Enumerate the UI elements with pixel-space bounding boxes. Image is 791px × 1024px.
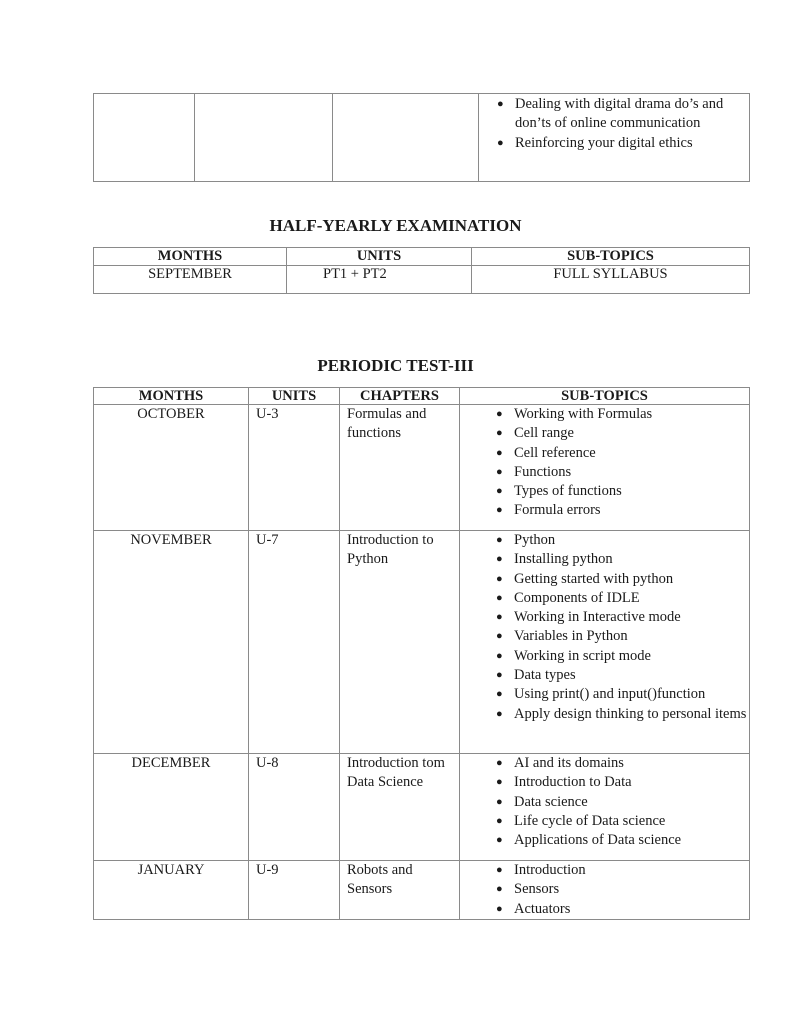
- list-item: ● Data science: [460, 793, 749, 812]
- list-item: ● Dealing with digital drama do’s and don’ts of online communication: [461, 95, 749, 134]
- list-item: ● Components of IDLE: [460, 589, 749, 608]
- list-item: ● Getting started with python: [460, 570, 749, 589]
- list-item: ● Apply design thinking to personal items: [460, 705, 749, 724]
- table-row: [94, 754, 750, 861]
- list-item: ● Variables in Python: [460, 627, 749, 646]
- table-row: [94, 94, 750, 182]
- list-item: ● Cell range: [460, 424, 749, 443]
- half-yearly-table: [93, 247, 750, 294]
- section-title-periodic-test-3: PERIODIC TEST-III: [317, 356, 474, 375]
- empty-cell: [94, 94, 195, 182]
- table-row: [94, 266, 750, 294]
- list-item: ● Working in Interactive mode: [460, 608, 749, 627]
- table-header-row: [94, 248, 750, 266]
- list-item: ● AI and its domains: [460, 754, 749, 773]
- chapter-cell: Formulas and functions: [340, 405, 460, 531]
- list-item: ● Working with Formulas: [460, 405, 749, 424]
- table-header-row: [94, 388, 750, 405]
- list-item: ● Life cycle of Data science: [460, 812, 749, 831]
- list-item: ● Types of functions: [460, 482, 749, 501]
- table-row: [94, 405, 750, 531]
- month-cell: OCTOBER: [94, 405, 249, 531]
- empty-cell: [195, 94, 333, 182]
- subtopics-cell: [460, 754, 750, 861]
- list-item: ● Actuators: [460, 900, 749, 919]
- chapter-cell: Introduction tom Data Science: [340, 754, 460, 861]
- column-header-months: MONTHS: [94, 248, 287, 266]
- subtopics-list: [461, 95, 749, 153]
- continuation-table: [93, 93, 750, 182]
- column-header-units: UNITS: [287, 248, 472, 266]
- subtopics-cell: [460, 405, 750, 531]
- list-item: ● Using print() and input()function: [460, 685, 749, 704]
- list-item: ● Reinforcing your digital ethics: [461, 134, 749, 153]
- unit-cell: U-9: [249, 861, 340, 920]
- unit-cell: U-8: [249, 754, 340, 861]
- list-item: ● Applications of Data science: [460, 831, 749, 850]
- chapter-cell: Introduction to Python: [340, 531, 460, 754]
- subtopics-list: [460, 531, 749, 724]
- table-row: [94, 531, 750, 754]
- list-item: ● Installing python: [460, 550, 749, 569]
- list-item: ● Data types: [460, 666, 749, 685]
- list-item: ● Sensors: [460, 880, 749, 899]
- units-cell: PT1 + PT2: [287, 266, 472, 294]
- subtopics-cell: [460, 861, 750, 920]
- subtopics-list: [460, 861, 749, 919]
- empty-cell: [333, 94, 479, 182]
- table-row: [94, 861, 750, 920]
- list-item: ● Functions: [460, 463, 749, 482]
- list-item: ● Introduction to Data: [460, 773, 749, 792]
- subtopics-list: [460, 405, 749, 521]
- column-header-months: MONTHS: [94, 388, 249, 405]
- list-item: ● Python: [460, 531, 749, 550]
- month-cell: JANUARY: [94, 861, 249, 920]
- subtopics-cell: FULL SYLLABUS: [472, 266, 750, 294]
- month-cell: SEPTEMBER: [94, 266, 287, 294]
- subtopics-cell: [460, 531, 750, 754]
- list-item: ● Working in script mode: [460, 647, 749, 666]
- periodic-test-3-table: [93, 387, 750, 920]
- chapter-cell: Robots and Sensors: [340, 861, 460, 920]
- column-header-subtopics: SUB-TOPICS: [460, 388, 750, 405]
- month-cell: DECEMBER: [94, 754, 249, 861]
- unit-cell: U-7: [249, 531, 340, 754]
- subtopics-cell: [479, 94, 750, 182]
- section-title-half-yearly: HALF-YEARLY EXAMINATION: [269, 216, 522, 235]
- month-cell: NOVEMBER: [94, 531, 249, 754]
- column-header-subtopics: SUB-TOPICS: [472, 248, 750, 266]
- list-item: ● Formula errors: [460, 501, 749, 520]
- column-header-units: UNITS: [249, 388, 340, 405]
- subtopics-list: [460, 754, 749, 850]
- column-header-chapters: CHAPTERS: [340, 388, 460, 405]
- list-item: ● Cell reference: [460, 444, 749, 463]
- unit-cell: U-3: [249, 405, 340, 531]
- list-item: ● Introduction: [460, 861, 749, 880]
